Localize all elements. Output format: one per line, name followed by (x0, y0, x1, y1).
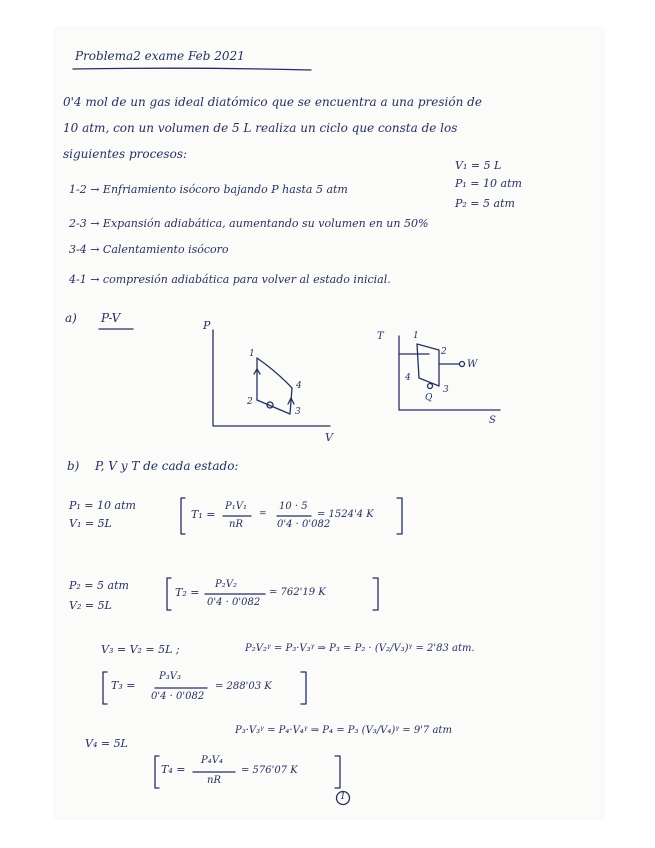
state1-temp-lhs: T₁ = (191, 508, 216, 521)
state1-pressure: P₁ = 10 atm (69, 499, 136, 512)
pv-isochore-3-4 (290, 388, 292, 414)
ts-diagram (395, 331, 505, 414)
process-3-4: 3-4 → Calentamiento isócoro (69, 243, 229, 256)
state4-temp-result: = 576'07 K (241, 765, 298, 776)
part-b-title: P, V y T de cada estado: (95, 459, 239, 473)
part-a-label: a) (65, 311, 77, 325)
state1-equals: = (259, 509, 267, 519)
state1-temp-den2: 0'4 · 0'082 (277, 519, 331, 530)
state3-temp-den: 0'4 · 0'082 (151, 691, 205, 702)
state3-temp-lhs: T₃ = (111, 679, 136, 692)
process-2-3: 2-3 → Expansión adiabática, aumentando su volumen en un 50% (69, 217, 429, 230)
part-a-underline (99, 327, 135, 331)
given-p1: P₁ = 10 atm (455, 177, 522, 190)
state2-temp-result: = 762'19 K (269, 587, 326, 598)
state4-volume: V₄ = 5L (85, 737, 128, 750)
notebook-page (55, 28, 603, 818)
state2-temp-den: 0'4 · 0'082 (207, 597, 261, 608)
ts-point-icon (428, 384, 433, 389)
given-p2: P₂ = 5 atm (455, 197, 515, 210)
state4-temp-lhs: T₄ = (161, 763, 186, 776)
part-a-title: P-V (101, 311, 121, 325)
state3-pressure-equation: P₂V₂ᵞ = P₃·V₃ᵞ ⇒ P₃ = P₂ · (V₂/V₃)ᵞ = 2'83 atm. (245, 643, 475, 654)
ts-state-1: 1 (413, 331, 419, 341)
state1-volume: V₁ = 5L (69, 517, 112, 530)
ts-axes (399, 336, 500, 410)
process-4-1: 4-1 → compresión adiabática para volver al estado inicial. (69, 273, 391, 286)
page-number: 1 (340, 792, 346, 802)
pv-axis-v-label: V (325, 431, 333, 444)
state2-pressure: P₂ = 5 atm (69, 579, 129, 592)
pv-state-1: 1 (249, 349, 255, 359)
state2-temp-lhs: T₂ = (175, 586, 200, 599)
ts-axis-s-label: S (489, 415, 496, 426)
state4-temp-num: P₄V₄ (201, 755, 223, 766)
statement-line-3: siguientes procesos: (63, 147, 188, 161)
part-b-label: b) (67, 459, 80, 473)
state1-temp-result: = 1524'4 K (317, 509, 374, 520)
ts-state-2: 2 (441, 347, 447, 357)
pv-state-3: 3 (295, 407, 301, 417)
state3-volume: V₃ = V₂ = 5L ; (101, 643, 180, 656)
pv-axis-p-label: P (203, 319, 211, 332)
state2-temp-num: P₂V₂ (215, 579, 237, 590)
pv-adiabat-4-1 (257, 358, 292, 388)
pv-adiabat-2-3 (257, 400, 290, 414)
state4-temp-den: nR (207, 775, 221, 786)
pv-axes (213, 330, 330, 426)
pv-state-2: 2 (247, 397, 253, 407)
process-1-2: 1-2 → Enfriamiento isócoro bajando P hasta 5 atm (69, 183, 348, 196)
state4-pressure-equation: P₃·V₃ᵞ = P₄·V₄ᵞ ⇒ P₄ = P₃ (V₃/V₄)ᵞ = 9'7 atm (235, 725, 452, 736)
state1-temp-num: P₁V₁ (225, 501, 247, 512)
ts-state-3: 3 (443, 385, 449, 395)
pv-state-4: 4 (296, 381, 302, 391)
state3-temp-num: P₃V₃ (159, 671, 181, 682)
ts-work-label: W (467, 359, 478, 370)
ts-state-4: 4 (405, 373, 411, 383)
given-v1: V₁ = 5 L (455, 159, 502, 172)
page-header: Problema2 exame Feb 2021 (75, 49, 245, 63)
pv-diagram (205, 328, 335, 433)
statement-line-1: 0'4 mol de un gas ideal diatómico que se encuentra a una presión de (63, 95, 482, 109)
state1-temp-num2: 10 · 5 (279, 501, 308, 512)
ts-point-icon (460, 362, 465, 367)
state3-temp-result: = 288'03 K (215, 681, 272, 692)
ts-cycle (417, 344, 439, 386)
statement-line-2: 10 atm, con un volumen de 5 L realiza un ciclo que consta de los (63, 121, 458, 135)
ts-heat-label: Q (425, 393, 433, 403)
header-underline (73, 66, 313, 72)
state2-volume: V₂ = 5L (69, 599, 112, 612)
ts-axis-t-label: T (377, 331, 384, 342)
state1-temp-den: nR (229, 519, 243, 530)
